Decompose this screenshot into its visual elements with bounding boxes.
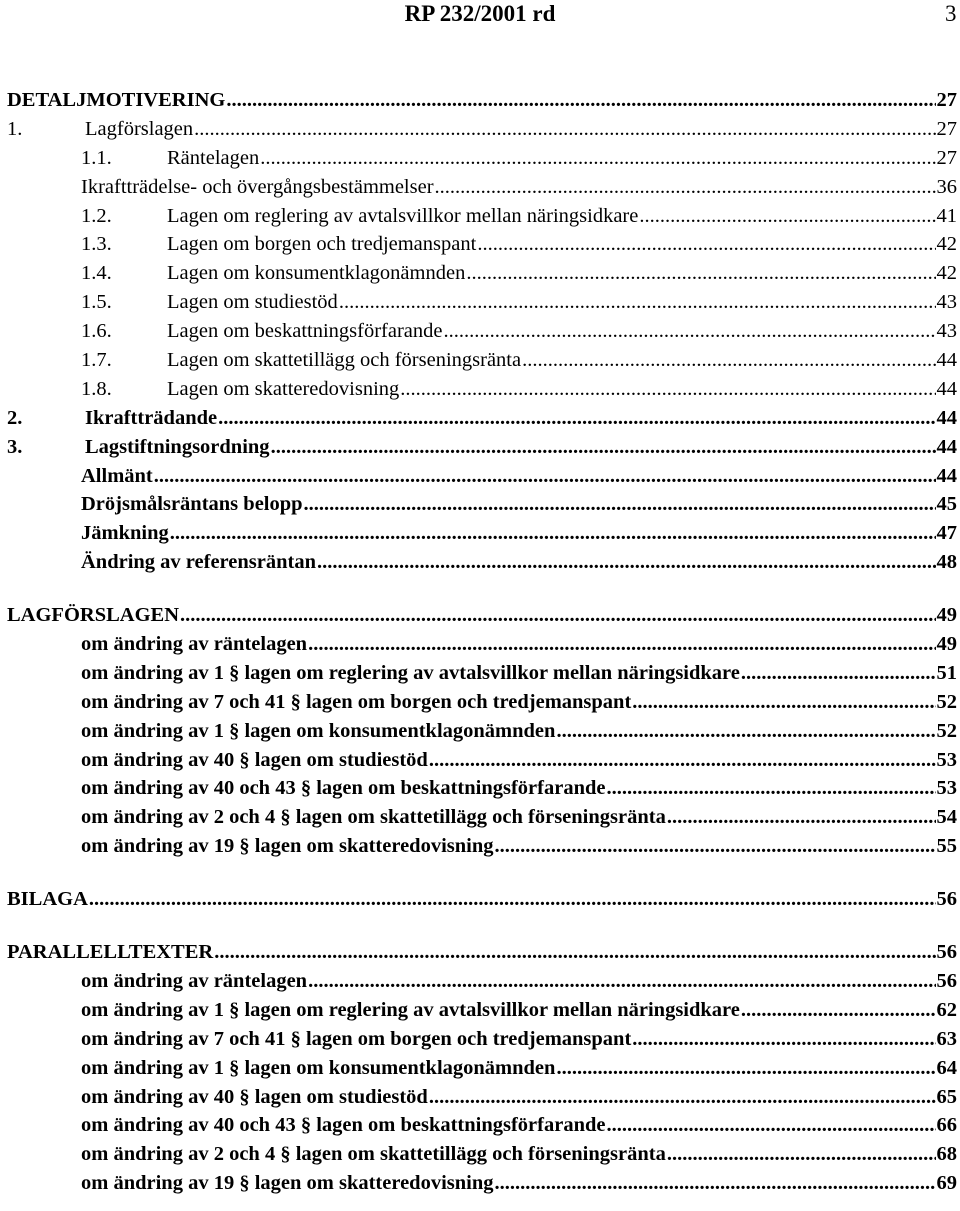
dot-leader [444, 317, 936, 346]
toc-entry-title: Dröjsmålsräntans belopp [81, 493, 303, 516]
toc-entry-number: 1.1. [81, 146, 112, 169]
toc-entry [7, 202, 957, 231]
toc-entry-page: 43 [936, 291, 957, 314]
toc-entry-title: Lagen om studiestöd [167, 291, 338, 314]
toc-entry-page: 44 [936, 435, 957, 458]
dot-leader [271, 433, 936, 462]
toc-entry-page: 42 [936, 262, 957, 285]
toc-entry-title: Lagen om skatteredovisning [167, 377, 400, 400]
toc-entry-title: om ändring av räntelagen [81, 969, 308, 992]
toc-entry-page: 27 [936, 89, 957, 111]
toc-entry-title: BILAGA [7, 888, 88, 911]
toc-entry [7, 259, 957, 288]
toc-entry [7, 375, 957, 404]
toc-entry-page: 53 [936, 777, 957, 800]
toc-entry-title: Lagstiftningsordning [85, 435, 270, 458]
toc-entry [7, 885, 957, 914]
toc-entry-title: om ändring av 2 och 4 § lagen om skattetillägg och förseningsränta [81, 1143, 666, 1166]
toc-entry-page: 68 [936, 1143, 957, 1166]
page-header [0, 0, 960, 30]
dot-leader [304, 490, 936, 519]
toc-entry-page: 62 [936, 998, 957, 1021]
toc-entry [7, 433, 957, 462]
toc-entry-page: 43 [936, 320, 957, 343]
dot-leader [194, 115, 935, 144]
toc-entry-page: 44 [936, 406, 957, 429]
toc-entry [7, 938, 957, 967]
dot-leader [429, 746, 936, 775]
dot-leader [741, 659, 936, 688]
toc-entry-number: 1.2. [81, 204, 112, 227]
toc-entry-page: 27 [936, 117, 957, 140]
toc-entry-title: om ändring av 40 och 43 § lagen om beskattningsförfarande [81, 1114, 606, 1137]
dot-leader [435, 173, 936, 202]
page-number: 3 [945, 1, 957, 26]
toc-entry-page: 51 [936, 661, 957, 684]
toc-entry-page: 44 [936, 464, 957, 487]
document-id: RP 232/2001 rd [404, 1, 556, 26]
dot-leader [667, 1140, 936, 1169]
toc-entry [7, 746, 957, 775]
toc-entry [7, 1111, 957, 1140]
toc-entry-title: om ändring av 7 och 41 § lagen om borgen och tredjemanspant [81, 1027, 632, 1050]
toc-entry-title: om ändring av 19 § lagen om skatteredovisning [81, 1172, 494, 1195]
toc-entry-title: om ändring av räntelagen [81, 633, 308, 656]
toc-entry-title: om ändring av 40 § lagen om studiestöd [81, 1085, 428, 1108]
dot-leader [522, 346, 935, 375]
toc-entry [7, 967, 957, 996]
toc-entry [7, 659, 957, 688]
dot-leader [89, 885, 936, 914]
toc-entry-title: Ändring av referensräntan [81, 551, 316, 574]
toc-entry [7, 996, 957, 1025]
toc-entry-page: 45 [936, 493, 957, 516]
toc-entry [7, 1140, 957, 1169]
toc-entry-title: LAGFÖRSLAGEN [7, 604, 179, 627]
toc-entry-page: 56 [936, 941, 957, 964]
dot-leader [495, 832, 936, 861]
toc-entry [7, 462, 957, 491]
toc-entry-page: 63 [936, 1027, 957, 1050]
dot-leader [218, 404, 935, 433]
toc-entry [7, 774, 957, 803]
dot-leader [741, 996, 936, 1025]
toc-entry [7, 288, 957, 317]
toc-entry-page: 52 [936, 690, 957, 713]
toc-entry [7, 832, 957, 861]
dot-leader [639, 202, 935, 231]
toc-entry [7, 404, 957, 433]
dot-leader [226, 86, 935, 115]
toc-entry-page: 52 [936, 719, 957, 742]
toc-entry-title: om ändring av 19 § lagen om skatteredovisning [81, 835, 494, 858]
toc-entry-title: Ikraftträdande [85, 406, 218, 429]
toc-entry-title: Lagen om borgen och tredjemanspant [167, 233, 477, 256]
toc-entry-title: om ändring av 1 § lagen om konsumentklagonämnden [81, 1056, 556, 1079]
toc-entry [7, 688, 957, 717]
toc-entry [7, 173, 957, 202]
toc-entry [7, 601, 957, 630]
toc-entry-title: om ändring av 1 § lagen om reglering av avtalsvillkor mellan näringsidkare [81, 661, 740, 684]
toc-entry-number: 3. [7, 435, 23, 458]
dot-leader [556, 717, 935, 746]
toc-entry-title: Allmänt [81, 464, 153, 487]
dot-leader [317, 548, 936, 577]
dot-leader [606, 774, 935, 803]
toc-entry-title: Lagen om skattetillägg och förseningsränta [167, 349, 522, 372]
toc-entry-number: 1.6. [81, 320, 112, 343]
table-of-contents [7, 86, 957, 1198]
toc-entry [7, 144, 957, 173]
toc-entry-title: om ändring av 40 och 43 § lagen om beskattningsförfarande [81, 777, 606, 800]
toc-entry-title: Lagen om beskattningsförfarande [167, 320, 443, 343]
dot-leader [667, 803, 936, 832]
toc-entry-title: om ändring av 1 § lagen om reglering av avtalsvillkor mellan näringsidkare [81, 998, 740, 1021]
toc-entry-title: om ändring av 40 § lagen om studiestöd [81, 748, 428, 771]
toc-entry-page: 64 [936, 1056, 957, 1079]
toc-entry-page: 44 [936, 349, 957, 372]
toc-entry [7, 1025, 957, 1054]
dot-leader [632, 1025, 935, 1054]
toc-entry [7, 548, 957, 577]
toc-entry [7, 717, 957, 746]
toc-entry-title: om ändring av 7 och 41 § lagen om borgen och tredjemanspant [81, 690, 632, 713]
toc-entry-page: 41 [936, 204, 957, 227]
dot-leader [429, 1083, 936, 1112]
dot-leader [260, 144, 935, 173]
dot-leader [632, 688, 935, 717]
toc-entry-number: 2. [7, 406, 23, 429]
dot-leader [214, 938, 935, 967]
dot-leader [495, 1169, 936, 1198]
toc-entry-page: 49 [936, 604, 957, 627]
dot-leader [400, 375, 935, 404]
toc-entry [7, 86, 957, 115]
dot-leader [556, 1054, 935, 1083]
toc-entry [7, 519, 957, 548]
toc-entry [7, 490, 957, 519]
toc-entry-number: 1.5. [81, 291, 112, 314]
toc-entry [7, 1054, 957, 1083]
toc-entry-title: Lagförslagen [85, 117, 194, 140]
toc-entry-page: 53 [936, 748, 957, 771]
dot-leader [466, 259, 935, 288]
dot-leader [180, 601, 936, 630]
toc-entry-page: 48 [936, 551, 957, 574]
toc-entry-page: 49 [936, 633, 957, 656]
toc-entry [7, 630, 957, 659]
toc-entry-number: 1.8. [81, 377, 112, 400]
toc-entry-number: 1.7. [81, 349, 112, 372]
toc-entry-page: 42 [936, 233, 957, 256]
toc-entry-title: Lagen om reglering av avtalsvillkor mellan näringsidkare [167, 204, 639, 227]
toc-entry [7, 230, 957, 259]
toc-entry-title: Lagen om konsumentklagonämnden [167, 262, 466, 285]
toc-entry-page: 36 [936, 175, 957, 198]
toc-entry-title: om ändring av 1 § lagen om konsumentklagonämnden [81, 719, 556, 742]
toc-entry-number: 1.3. [81, 233, 112, 256]
toc-entry-title: om ändring av 2 och 4 § lagen om skattetillägg och förseningsränta [81, 806, 666, 829]
toc-entry-page: 54 [936, 806, 957, 829]
toc-entry-page: 56 [936, 969, 957, 992]
toc-entry-page: 65 [936, 1085, 957, 1108]
toc-entry-title: DETALJMOTIVERING [7, 89, 226, 111]
toc-entry-title: Ikraftträdelse- och övergångsbestämmelser [81, 175, 434, 198]
toc-entry [7, 803, 957, 832]
dot-leader [170, 519, 936, 548]
toc-entry-page: 56 [936, 888, 957, 911]
toc-entry-page: 69 [936, 1172, 957, 1195]
toc-entry-title: Jämkning [81, 522, 169, 545]
toc-entry-page: 47 [936, 522, 957, 545]
toc-entry-page: 44 [936, 377, 957, 400]
toc-entry-page: 55 [936, 835, 957, 858]
dot-leader [606, 1111, 935, 1140]
dot-leader [339, 288, 936, 317]
dot-leader [308, 630, 935, 659]
dot-leader [477, 230, 935, 259]
toc-entry [7, 317, 957, 346]
dot-leader [308, 967, 935, 996]
toc-entry-number: 1.4. [81, 262, 112, 285]
toc-entry [7, 115, 957, 144]
toc-entry-page: 27 [936, 146, 957, 169]
toc-entry [7, 346, 957, 375]
toc-entry-page: 66 [936, 1114, 957, 1137]
toc-entry-title: Räntelagen [167, 146, 260, 169]
toc-entry [7, 1083, 957, 1112]
toc-entry [7, 1169, 957, 1198]
toc-entry-title: PARALLELLTEXTER [7, 941, 214, 964]
dot-leader [154, 462, 936, 491]
toc-entry-number: 1. [7, 117, 23, 140]
